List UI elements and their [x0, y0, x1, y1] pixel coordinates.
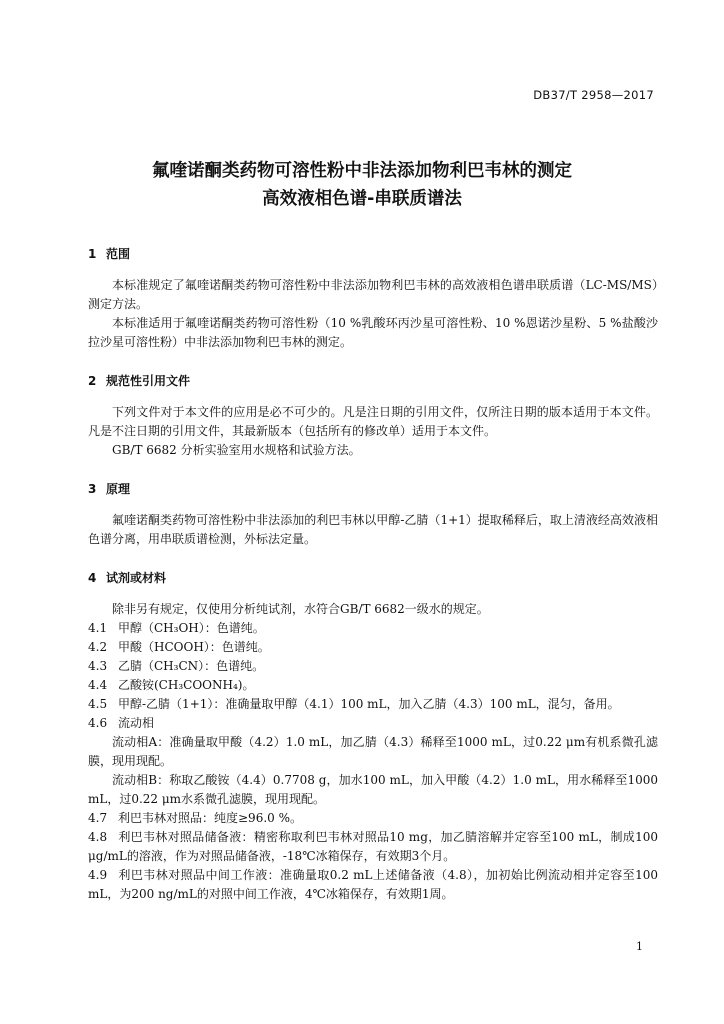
- item-text: 利巴韦林对照品储备液：精密称取利巴韦林对照品10 mg，加乙腈溶解并定容至100 mL，制成100 μg/mL的溶液，作为对照品储备液，-18℃冰箱保存，有效期3个月。: [88, 830, 658, 863]
- list-item: [88, 657, 658, 676]
- mobile-phase-a: 流动相A：准确量取甲酸（4.2）1.0 mL，加乙腈（4.3）稀释至1000 mL，过0.22 μm有机系微孔滤膜，现用现配。: [88, 735, 658, 768]
- list-item: [88, 809, 658, 828]
- section-2-paragraph-1: 下列文件对于本文件的应用是必不可少的。凡是注日期的引用文件，仅所注日期的版本适用于本文件。凡是不注日期的引用文件，其最新版本（包括所有的修改单）适用于本文件。: [88, 405, 658, 438]
- list-item: [88, 619, 658, 638]
- list-item: [88, 638, 658, 657]
- item-number: 4.4: [88, 678, 108, 692]
- item-text: 利巴韦林对照品中间工作液：准确量取0.2 mL上述储备液（4.8），加初始比例流动相并定容至100 mL，为200 ng/mL的对照中间工作液，4℃冰箱保存，有效期1周。: [88, 868, 658, 901]
- item-number: 4.9: [88, 868, 108, 882]
- section-1-paragraph-1: 本标准规定了氟喹诺酮类药物可溶性粉中非法添加物利巴韦林的高效液相色谱串联质谱（LC-MS/MS）测定方法。: [88, 278, 658, 311]
- section-number: 2: [88, 374, 97, 388]
- item-text: 乙腈（CH₃CN）：色谱纯。: [118, 659, 265, 673]
- item-text: 甲醇（CH₃OH）：色谱纯。: [118, 621, 265, 635]
- section-4-paragraph-1: 除非另有规定，仅使用分析纯试剂，水符合GB/T 6682一级水的规定。: [112, 602, 489, 616]
- item-number: 4.2: [88, 640, 108, 654]
- standard-code: DB37/T 2958—2017: [533, 88, 654, 102]
- list-item: [88, 828, 658, 866]
- section-number: 3: [88, 482, 97, 496]
- item-number: 4.8: [88, 830, 108, 844]
- mobile-phase-b: 流动相B：称取乙酸铵（4.4）0.7708 g，加水100 mL，加入甲酸（4.2）1.0 mL，用水稀释至1000 mL，过0.22 μm水系微孔滤膜，现用现配。: [88, 773, 658, 806]
- page-number: 1: [636, 940, 643, 953]
- item-number: 4.1: [88, 621, 108, 635]
- section-1-heading: [88, 245, 658, 264]
- item-text: 甲醇-乙腈（1+1）：准确量取甲醇（4.1）100 mL，加入乙腈（4.3）100 mL，混匀，备用。: [118, 697, 620, 711]
- item-text: 流动相: [118, 716, 155, 730]
- section-2-reference: GB/T 6682 分析实验室用水规格和试验方法。: [112, 443, 361, 457]
- section-3-heading: [88, 480, 658, 499]
- document-title-line-2: 高效液相色谱-串联质谱法: [262, 189, 462, 209]
- item-text: 利巴韦林对照品：纯度≥96.0 %。: [118, 811, 302, 825]
- list-item: [88, 676, 658, 695]
- section-number: 1: [88, 247, 97, 261]
- section-title: 规范性引用文件: [106, 374, 191, 388]
- list-item: [88, 866, 658, 904]
- item-number: 4.3: [88, 659, 108, 673]
- item-text: 乙酸铵(CH₃COONH₄)。: [118, 678, 255, 692]
- item-text: 甲酸（HCOOH）：色谱纯。: [118, 640, 270, 654]
- document-title-line-1: 氟喹诺酮类药物可溶性粉中非法添加物利巴韦林的测定: [152, 161, 572, 181]
- section-title: 范围: [106, 247, 131, 261]
- item-number: 4.5: [88, 697, 108, 711]
- list-item: [88, 714, 658, 733]
- section-title: 原理: [106, 482, 131, 496]
- document-body: [88, 245, 658, 904]
- item-number: 4.6: [88, 716, 108, 730]
- section-2-heading: [88, 372, 658, 391]
- section-3-paragraph-1: 氟喹诺酮类药物可溶性粉中非法添加的利巴韦林以甲醇-乙腈（1+1）提取稀释后，取上清液经高效液相色谱分离，用串联质谱检测，外标法定量。: [88, 513, 658, 546]
- section-title: 试剂或材料: [106, 571, 167, 585]
- list-item: [88, 695, 658, 714]
- section-number: 4: [88, 571, 97, 585]
- section-4-heading: [88, 569, 658, 588]
- item-number: 4.7: [88, 811, 108, 825]
- section-1-paragraph-2: 本标准适用于氟喹诺酮类药物可溶性粉（10 %乳酸环丙沙星可溶性粉、10 %恩诺沙星粉、5 %盐酸沙拉沙星可溶性粉）中非法添加物利巴韦林的测定。: [88, 316, 658, 349]
